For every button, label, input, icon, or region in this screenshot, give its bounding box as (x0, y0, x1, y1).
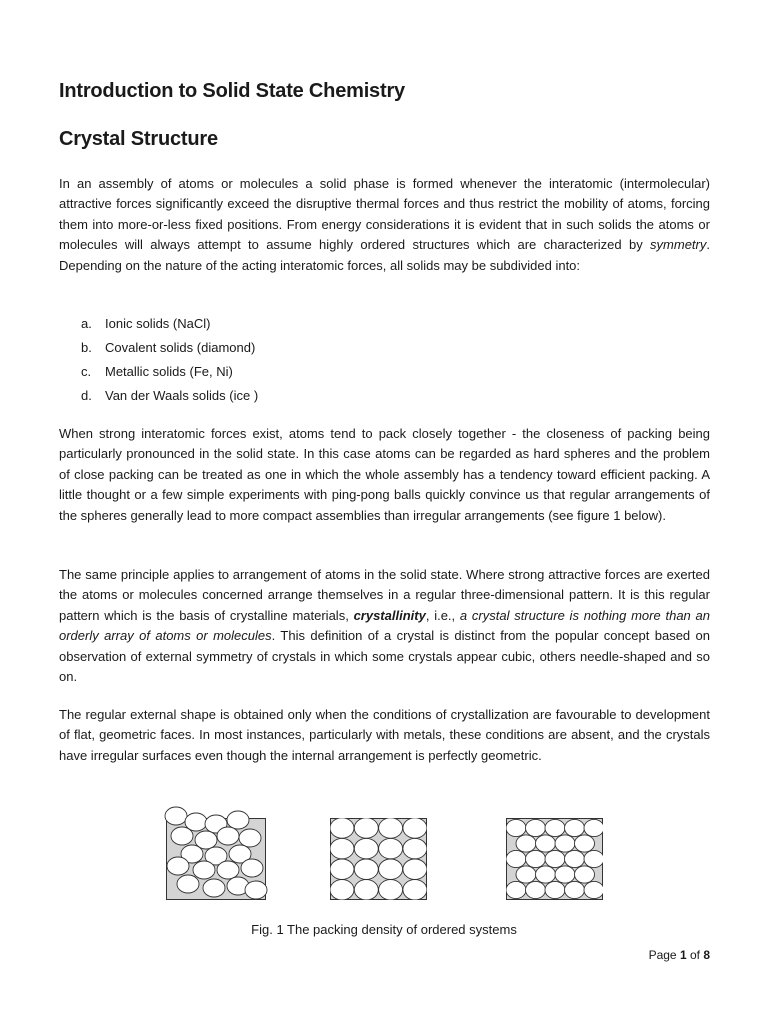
packing-figure (0, 804, 768, 896)
intro-text-end: . Depending on the nature of the acting interatomic forces, all solids may be subdivided into: (59, 237, 710, 273)
page-current: 1 (679, 948, 687, 962)
page-separator: of (686, 948, 704, 962)
sphere (536, 835, 556, 852)
sphere (516, 835, 536, 852)
list-item (59, 386, 258, 410)
list-item-text: Covalent solids (diamond) (105, 340, 256, 355)
crystallinity-text-start: The same principle applies to arrangement of atoms in the solid state. Where strong attractive forces are exerted the atoms or molecules concerned arrange themselves in a regular three-dimensional pattern. It is this regular pattern which is the basis of crystalline materials, (59, 567, 710, 623)
sphere (506, 850, 526, 867)
irregular-packing-diagram (166, 818, 266, 900)
sphere (227, 811, 249, 829)
sphere (584, 850, 603, 867)
sphere (506, 881, 526, 898)
sphere (379, 818, 403, 838)
hexagonal-packing-diagram (506, 818, 603, 900)
sphere (217, 861, 239, 879)
section-title: Crystal Structure (59, 128, 218, 150)
sphere (584, 881, 603, 898)
sphere (167, 857, 189, 875)
solid-types-list (59, 314, 258, 410)
sphere (516, 866, 536, 883)
sphere (239, 829, 261, 847)
crystallinity-text-mid: , i.e., (425, 607, 460, 623)
crystallinity-paragraph (59, 565, 710, 687)
list-item (59, 338, 258, 362)
square-packing-diagram (330, 818, 427, 900)
sphere (379, 838, 403, 858)
sphere (565, 819, 585, 836)
sphere (241, 859, 263, 877)
list-item (59, 314, 258, 338)
page-prefix: Page (648, 948, 680, 962)
sphere (545, 819, 565, 836)
list-marker: c. (81, 364, 92, 379)
sphere (536, 866, 556, 883)
sphere (403, 838, 427, 858)
sphere (545, 850, 565, 867)
sphere (526, 881, 546, 898)
sphere (330, 859, 354, 879)
sphere (403, 880, 427, 900)
sphere (330, 880, 354, 900)
list-item-text: Metallic solids (Fe, Ni) (105, 364, 233, 379)
list-marker: d. (81, 388, 92, 403)
document-title: Introduction to Solid State Chemistry (59, 80, 405, 102)
sphere (193, 861, 215, 879)
sphere (354, 818, 378, 838)
sphere (506, 819, 526, 836)
sphere (526, 819, 546, 836)
sphere (584, 819, 603, 836)
sphere (203, 879, 225, 897)
sphere (379, 880, 403, 900)
intro-text-start: In an assembly of atoms or molecules a solid phase is formed whenever the interatomic (intermolecular) attractive forces significantly exceed the disruptive thermal forces and thus restrict the mobility of atoms, forcing them into more-or-less fixed positions. From energy considerations it is evident that in such solids the atoms or molecules will always attempt to assume highly ordered structures which are characterized by (59, 176, 710, 253)
sphere (555, 866, 575, 883)
symmetry-term: symmetry (650, 237, 707, 253)
sphere (403, 859, 427, 879)
list-item-text: Van der Waals solids (ice ) (105, 388, 259, 403)
list-item-text: Ionic solids (NaCl) (105, 316, 211, 331)
crystal-definition: a crystal structure is nothing more than an orderly array of atoms or molecules (59, 607, 710, 644)
external-shape-paragraph: The regular external shape is obtained only when the conditions of crystallization are favourable to development of flat, geometric faces. In most instances, particularly with metals, these conditions are absent, and the crystals have irregular surfaces even though the internal arrangement is perfectly geometric. (59, 707, 710, 763)
sphere (354, 838, 378, 858)
sphere (565, 850, 585, 867)
sphere (575, 866, 595, 883)
sphere (171, 827, 193, 845)
sphere (526, 850, 546, 867)
sphere (217, 827, 239, 845)
figure-caption: Fig. 1 The packing density of ordered systems (251, 922, 517, 937)
list-marker: a. (81, 316, 92, 331)
crystallinity-text-end: . This definition of a crystal is distinct from the popular concept based on observation of external symmetry of crystals in which some crystals appear cubic, others needle-shaped and so on. (59, 628, 710, 685)
sphere (403, 818, 427, 838)
crystallinity-term: crystallinity (353, 607, 426, 623)
sphere (545, 881, 565, 898)
list-item (59, 362, 258, 386)
sphere (379, 859, 403, 879)
sphere (354, 859, 378, 879)
sphere (165, 807, 187, 825)
sphere (330, 818, 354, 838)
sphere (565, 881, 585, 898)
sphere (330, 838, 354, 858)
sphere (245, 881, 267, 899)
list-marker: b. (81, 340, 92, 355)
sphere (555, 835, 575, 852)
page-number (649, 948, 710, 962)
packing-paragraph: When strong interatomic forces exist, atoms tend to pack closely together - the closeness of packing being particularly pronounced in the solid state. In this case atoms can be regarded as hard spheres and the problem of close packing can be treated as one in which the whole assembly has a tendency toward efficient packing. A little thought or a few simple experiments with ping-pong balls quickly convince us that regular arrangements of the spheres generally lead to more compact assemblies than irregular arrangements (see figure 1 below). (59, 426, 710, 523)
sphere (354, 880, 378, 900)
sphere (575, 835, 595, 852)
page-total: 8 (703, 948, 710, 962)
intro-paragraph (59, 174, 710, 276)
sphere (177, 875, 199, 893)
